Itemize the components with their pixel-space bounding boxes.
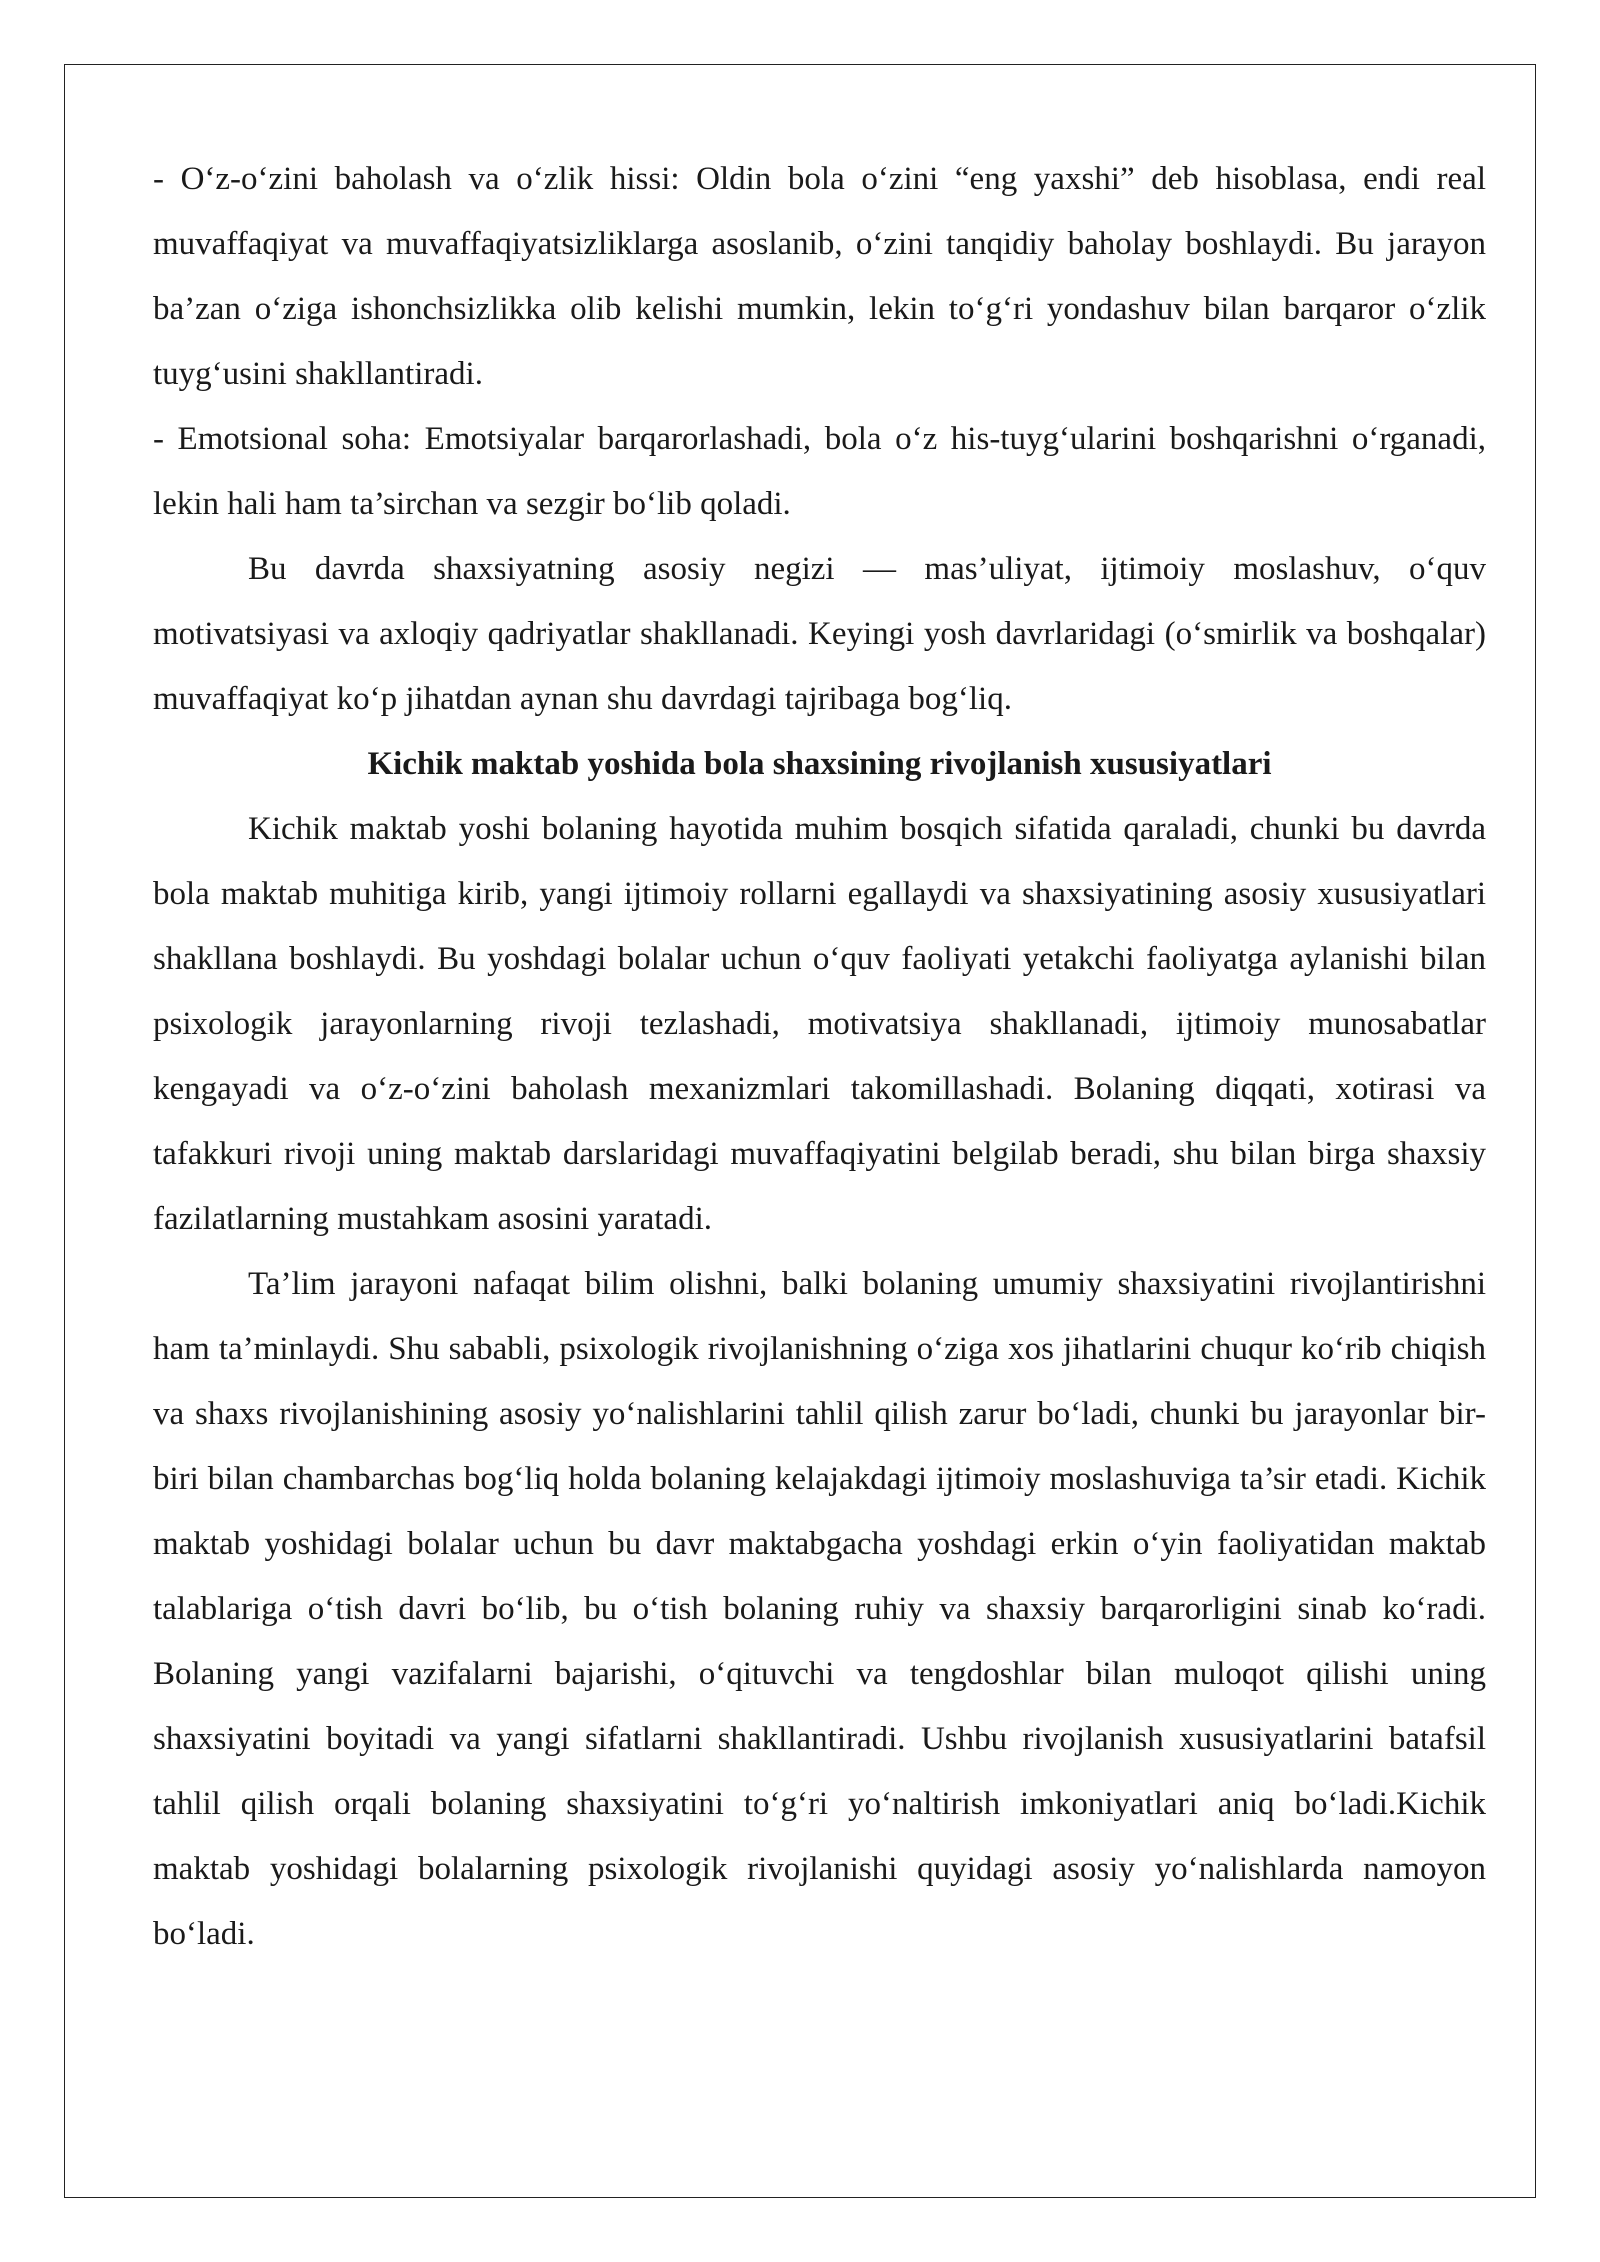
- section-heading: Kichik maktab yoshida bola shaxsining rivojlanish xususiyatlari: [367, 746, 1272, 782]
- paragraph-self-esteem: - O‘z-o‘zini baholash va o‘zlik hissi: Oldin bola o‘zini “eng yaxshi” deb hisoblasa, endi real muvaffaqiyat va muvaffaqiyatsizliklarga asoslanib, o‘zini tanqidiy baholay boshlaydi. Bu jarayon ba’zan o‘ziga ishonchsizlikka olib kelishi mumkin, lekin to‘g‘ri yondashuv bilan barqaror o‘zlik tuyg‘usini shakllantiradi.: [153, 161, 1486, 392]
- paragraph-personality-basis: Bu davrda shaxsiyatning asosiy negizi — mas’uliyat, ijtimoiy moslashuv, o‘quv motivatsiyasi va axloqiy qadriyatlar shakllanadi. Keyingi yosh davrlaridagi (o‘smirlik va boshqalar) muvaffaqiyat ko‘p jihatdan aynan shu davrdagi tajribaga bog‘liq.: [153, 551, 1486, 717]
- paragraph-emotional-sphere: - Emotsional soha: Emotsiyalar barqarorlashadi, bola o‘z his-tuyg‘ularini boshqarishni o‘rganadi, lekin hali ham ta’sirchan va sezgir bo‘lib qoladi.: [153, 421, 1486, 522]
- document-body: [153, 147, 1486, 1967]
- paragraph-school-age: Kichik maktab yoshi bolaning hayotida muhim bosqich sifatida qaraladi, chunki bu davrda bola maktab muhitiga kirib, yangi ijtimoiy rollarni egallaydi va shaxsiyatining asosiy xususiyatlari shakllana boshlaydi. Bu yoshdagi bolalar uchun o‘quv faoliyati yetakchi faoliyatga aylanishi bilan psixologik jarayonlarning rivoji tezlashadi, motivatsiya shakllanadi, ijtimoiy munosabatlar kengayadi va o‘z-o‘zini baholash mexanizmlari takomillashadi. Bolaning diqqati, xotirasi va tafakkuri rivoji uning maktab darslaridagi muvaffaqiyatini belgilab beradi, shu bilan birga shaxsiy fazilatlarning mustahkam asosini yaratadi.: [153, 811, 1486, 1237]
- paragraph-education-process: Ta’lim jarayoni nafaqat bilim olishni, balki bolaning umumiy shaxsiyatini rivojlantirishni ham ta’minlaydi. Shu sababli, psixologik rivojlanishning o‘ziga xos jihatlarini chuqur ko‘rib chiqish va shaxs rivojlanishining asosiy yo‘nalishlarini tahlil qilish zarur bo‘ladi, chunki bu jarayonlar bir-biri bilan chambarchas bog‘liq holda bolaning kelajakdagi ijtimoiy moslashuviga ta’sir etadi. Kichik maktab yoshidagi bolalar uchun bu davr maktabgacha yoshdagi erkin o‘yin faoliyatidan maktab talablariga o‘tish davri bo‘lib, bu o‘tish bolaning ruhiy va shaxsiy barqarorligini sinab ko‘radi. Bolaning yangi vazifalarni bajarishi, o‘qituvchi va tengdoshlar bilan muloqot qilishi uning shaxsiyatini boyitadi va yangi sifatlarni shakllantiradi. Ushbu rivojlanish xususiyatlarini batafsil tahlil qilish orqali bolaning shaxsiyatini to‘g‘ri yo‘naltirish imkoniyatlari aniq bo‘ladi.Kichik maktab yoshidagi bolalarning psixologik rivojlanishi quyidagi asosiy yo‘nalishlarda namoyon bo‘ladi.: [153, 1266, 1486, 1952]
